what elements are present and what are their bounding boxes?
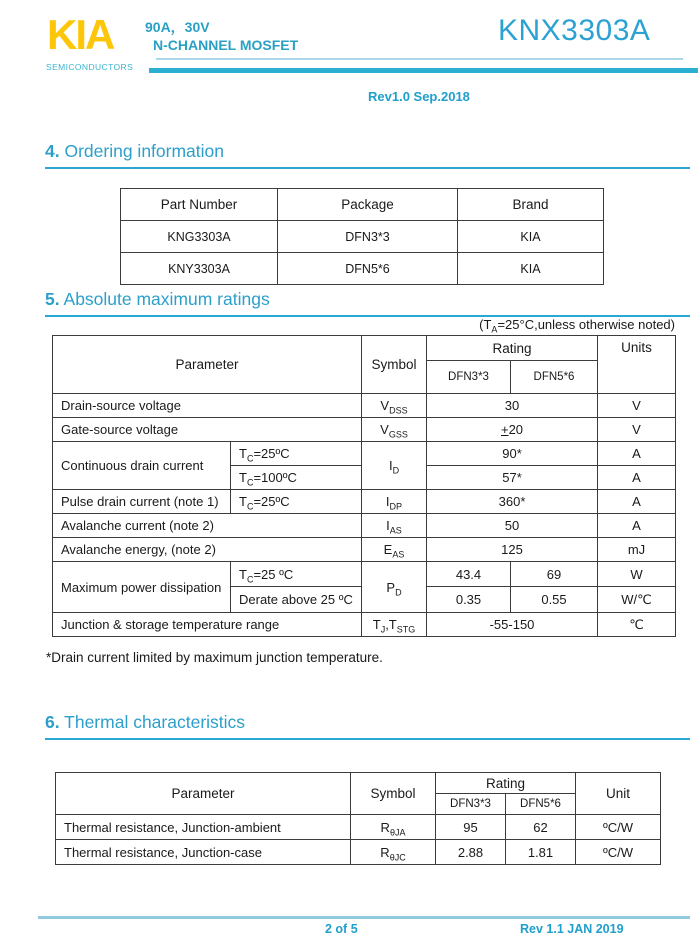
drain-current-footnote: *Drain current limited by maximum junction temperature. [46, 650, 383, 665]
section-title: Thermal characteristics [64, 712, 246, 732]
col-unit: Unit [576, 773, 661, 815]
cell-parameter: Avalanche current (note 2) [53, 514, 362, 538]
symbol-sub: AS [392, 549, 405, 560]
section-heading-amr [45, 289, 690, 317]
cell-symbol [362, 562, 427, 613]
symbol-sub: J [380, 624, 386, 635]
cell-part-number: KNY3303A [121, 253, 278, 285]
section-heading-ordering [45, 141, 690, 169]
cell-unit: V [598, 394, 676, 418]
symbol-sub: DP [389, 501, 403, 512]
cell-rating: 30 [427, 394, 598, 418]
cell-parameter: Gate-source voltage [53, 418, 362, 442]
ordering-table [120, 188, 604, 285]
cell-condition [231, 490, 362, 514]
thermal-characteristics-table [55, 772, 661, 865]
cell-unit: ºC/W [576, 815, 661, 840]
symbol-base: V [380, 398, 390, 413]
symbol-base: ,T [385, 617, 397, 632]
cond-text: =100ºC [253, 470, 297, 485]
cell-package: DFN3*3 [278, 221, 458, 253]
cond-base: T [239, 446, 247, 461]
note-text: (T [479, 317, 492, 332]
symbol-base: R [380, 844, 390, 860]
cond-sub: C [246, 477, 254, 488]
col-rating: Rating [436, 773, 576, 794]
device-spec-line1: 90A，30V [145, 19, 210, 35]
cell-rating-dfn3x3: 95 [436, 815, 506, 840]
cell-unit: ºC/W [576, 840, 661, 865]
note-text: =25°C,unless otherwise noted) [497, 317, 675, 332]
revision-header: Rev1.0 Sep.2018 [368, 89, 470, 104]
page-number: 2 of 5 [325, 922, 358, 936]
cell-rating: 90* [427, 442, 598, 466]
cell-unit: A [598, 490, 676, 514]
cell-unit: ℃ [598, 613, 676, 637]
cell-symbol [351, 815, 436, 840]
symbol-sub: D [395, 587, 402, 598]
cell-part-number: KNG3303A [121, 221, 278, 253]
col-dfn3x3: DFN3*3 [436, 794, 506, 815]
cond-sub: C [246, 501, 254, 512]
header-rule-thin [156, 58, 683, 60]
cell-rating: 57* [427, 466, 598, 490]
cond-text: =25ºC [253, 446, 290, 461]
cond-base: T [239, 566, 247, 582]
section-heading-thermal [45, 712, 690, 740]
symbol-base: T [372, 617, 381, 632]
cell-parameter: Avalanche energy, (note 2) [53, 538, 362, 562]
symbol-sub: STG [396, 624, 416, 635]
cond-base: T [239, 494, 247, 509]
cell-rating-dfn5x6: 69 [511, 562, 598, 587]
cond-text: =25ºC [253, 494, 290, 509]
cell-symbol [362, 442, 427, 490]
thermal-header-row1 [56, 773, 661, 794]
header-rule-thick [149, 68, 698, 73]
symbol-base: I [388, 458, 393, 473]
cell-parameter: Maximum power dissipation [53, 562, 231, 613]
symbol-base: P [386, 579, 396, 595]
symbol-sub: D [392, 465, 400, 476]
ordering-row [121, 221, 604, 253]
cell-unit: A [598, 442, 676, 466]
kia-logo-subtitle: SEMICONDUCTORS [46, 62, 134, 72]
col-part-number: Part Number [121, 189, 278, 221]
cond-text: =25 ºC [253, 566, 294, 582]
device-spec [145, 20, 298, 54]
cell-unit: V [598, 418, 676, 442]
cell-condition [231, 466, 362, 490]
footer-rule [38, 916, 690, 919]
note-subscript: A [491, 324, 498, 335]
cell-symbol [362, 394, 427, 418]
cell-unit: A [598, 466, 676, 490]
cell-unit: W/℃ [598, 587, 676, 613]
cell-symbol [362, 613, 427, 637]
col-brand: Brand [458, 189, 604, 221]
cell-unit: A [598, 514, 676, 538]
col-parameter: Parameter [56, 773, 351, 815]
row-vdss [53, 394, 676, 418]
cell-rating-dfn3x3: 0.35 [427, 587, 511, 613]
cell-symbol [351, 840, 436, 865]
section-title: Absolute maximum ratings [63, 289, 270, 309]
cell-brand: KIA [458, 253, 604, 285]
col-dfn3x3: DFN3*3 [427, 361, 511, 394]
cell-condition: Derate above 25 ºC [231, 587, 362, 613]
cell-parameter: Pulse drain current (note 1) [53, 490, 231, 514]
cell-brand: KIA [458, 221, 604, 253]
col-units: Units [598, 336, 676, 394]
kia-logo: KIA [47, 11, 114, 58]
cell-parameter: Thermal resistance, Junction-case [56, 840, 351, 865]
cell-condition [231, 562, 362, 587]
cell-rating-dfn5x6: 62 [506, 815, 576, 840]
row-pd-25 [53, 562, 676, 587]
section-number: 6. [45, 712, 60, 732]
row-rja [56, 815, 661, 840]
device-spec-line2: N-CHANNEL MOSFET [153, 37, 299, 54]
cond-base: T [239, 470, 247, 485]
cell-condition [231, 442, 362, 466]
cond-sub: C [246, 574, 254, 585]
symbol-base: V [380, 422, 389, 437]
symbol-sub: AS [389, 525, 402, 536]
cell-parameter: Continuous drain current [53, 442, 231, 490]
symbol-base: R [380, 819, 390, 835]
amr-header-row1 [53, 336, 676, 361]
col-rating: Rating [427, 336, 598, 361]
cell-rating: 125 [427, 538, 598, 562]
ordering-header-row [121, 189, 604, 221]
row-tj-tstg [53, 613, 676, 637]
cell-parameter: Junction & storage temperature range [53, 613, 362, 637]
cell-rating: 360* [427, 490, 598, 514]
cell-parameter: Thermal resistance, Junction-ambient [56, 815, 351, 840]
cell-symbol [362, 418, 427, 442]
cell-rating-dfn5x6: 1.81 [506, 840, 576, 865]
cell-unit: W [598, 562, 676, 587]
symbol-sub: θJC [389, 852, 406, 863]
row-ias [53, 514, 676, 538]
section-title: Ordering information [64, 141, 225, 161]
cell-symbol [362, 490, 427, 514]
col-symbol: Symbol [351, 773, 436, 815]
col-package: Package [278, 189, 458, 221]
ordering-row [121, 253, 604, 285]
section-number: 5. [45, 289, 60, 309]
cell-rating-dfn3x3: 43.4 [427, 562, 511, 587]
cell-unit: mJ [598, 538, 676, 562]
row-idp [53, 490, 676, 514]
cell-rating-dfn5x6: 0.55 [511, 587, 598, 613]
part-number-title: KNX3303A [498, 14, 651, 47]
row-id-25 [53, 442, 676, 466]
row-vgss [53, 418, 676, 442]
col-dfn5x6: DFN5*6 [506, 794, 576, 815]
cell-rating-dfn3x3: 2.88 [436, 840, 506, 865]
col-dfn5x6: DFN5*6 [511, 361, 598, 394]
symbol-sub: GSS [388, 429, 408, 440]
cell-symbol [362, 538, 427, 562]
symbol-sub: θJA [389, 827, 406, 838]
row-rjc [56, 840, 661, 865]
row-eas [53, 538, 676, 562]
absolute-maximum-ratings-table [52, 335, 676, 637]
symbol-base: E [383, 542, 393, 557]
section-number: 4. [45, 141, 60, 161]
cell-symbol [362, 514, 427, 538]
cell-rating: -55-150 [427, 613, 598, 637]
symbol-base: I [386, 518, 390, 533]
cond-sub: C [246, 453, 254, 464]
symbol-base: I [385, 494, 390, 509]
cell-package: DFN5*6 [278, 253, 458, 285]
cell-parameter: Drain-source voltage [53, 394, 362, 418]
footer-revision: Rev 1.1 JAN 2019 [520, 922, 624, 936]
cell-rating: +20 [427, 418, 598, 442]
ta-conditions-note [479, 317, 675, 335]
symbol-sub: DSS [389, 405, 408, 416]
cell-rating: 50 [427, 514, 598, 538]
col-parameter: Parameter [53, 336, 362, 394]
col-symbol: Symbol [362, 336, 427, 394]
